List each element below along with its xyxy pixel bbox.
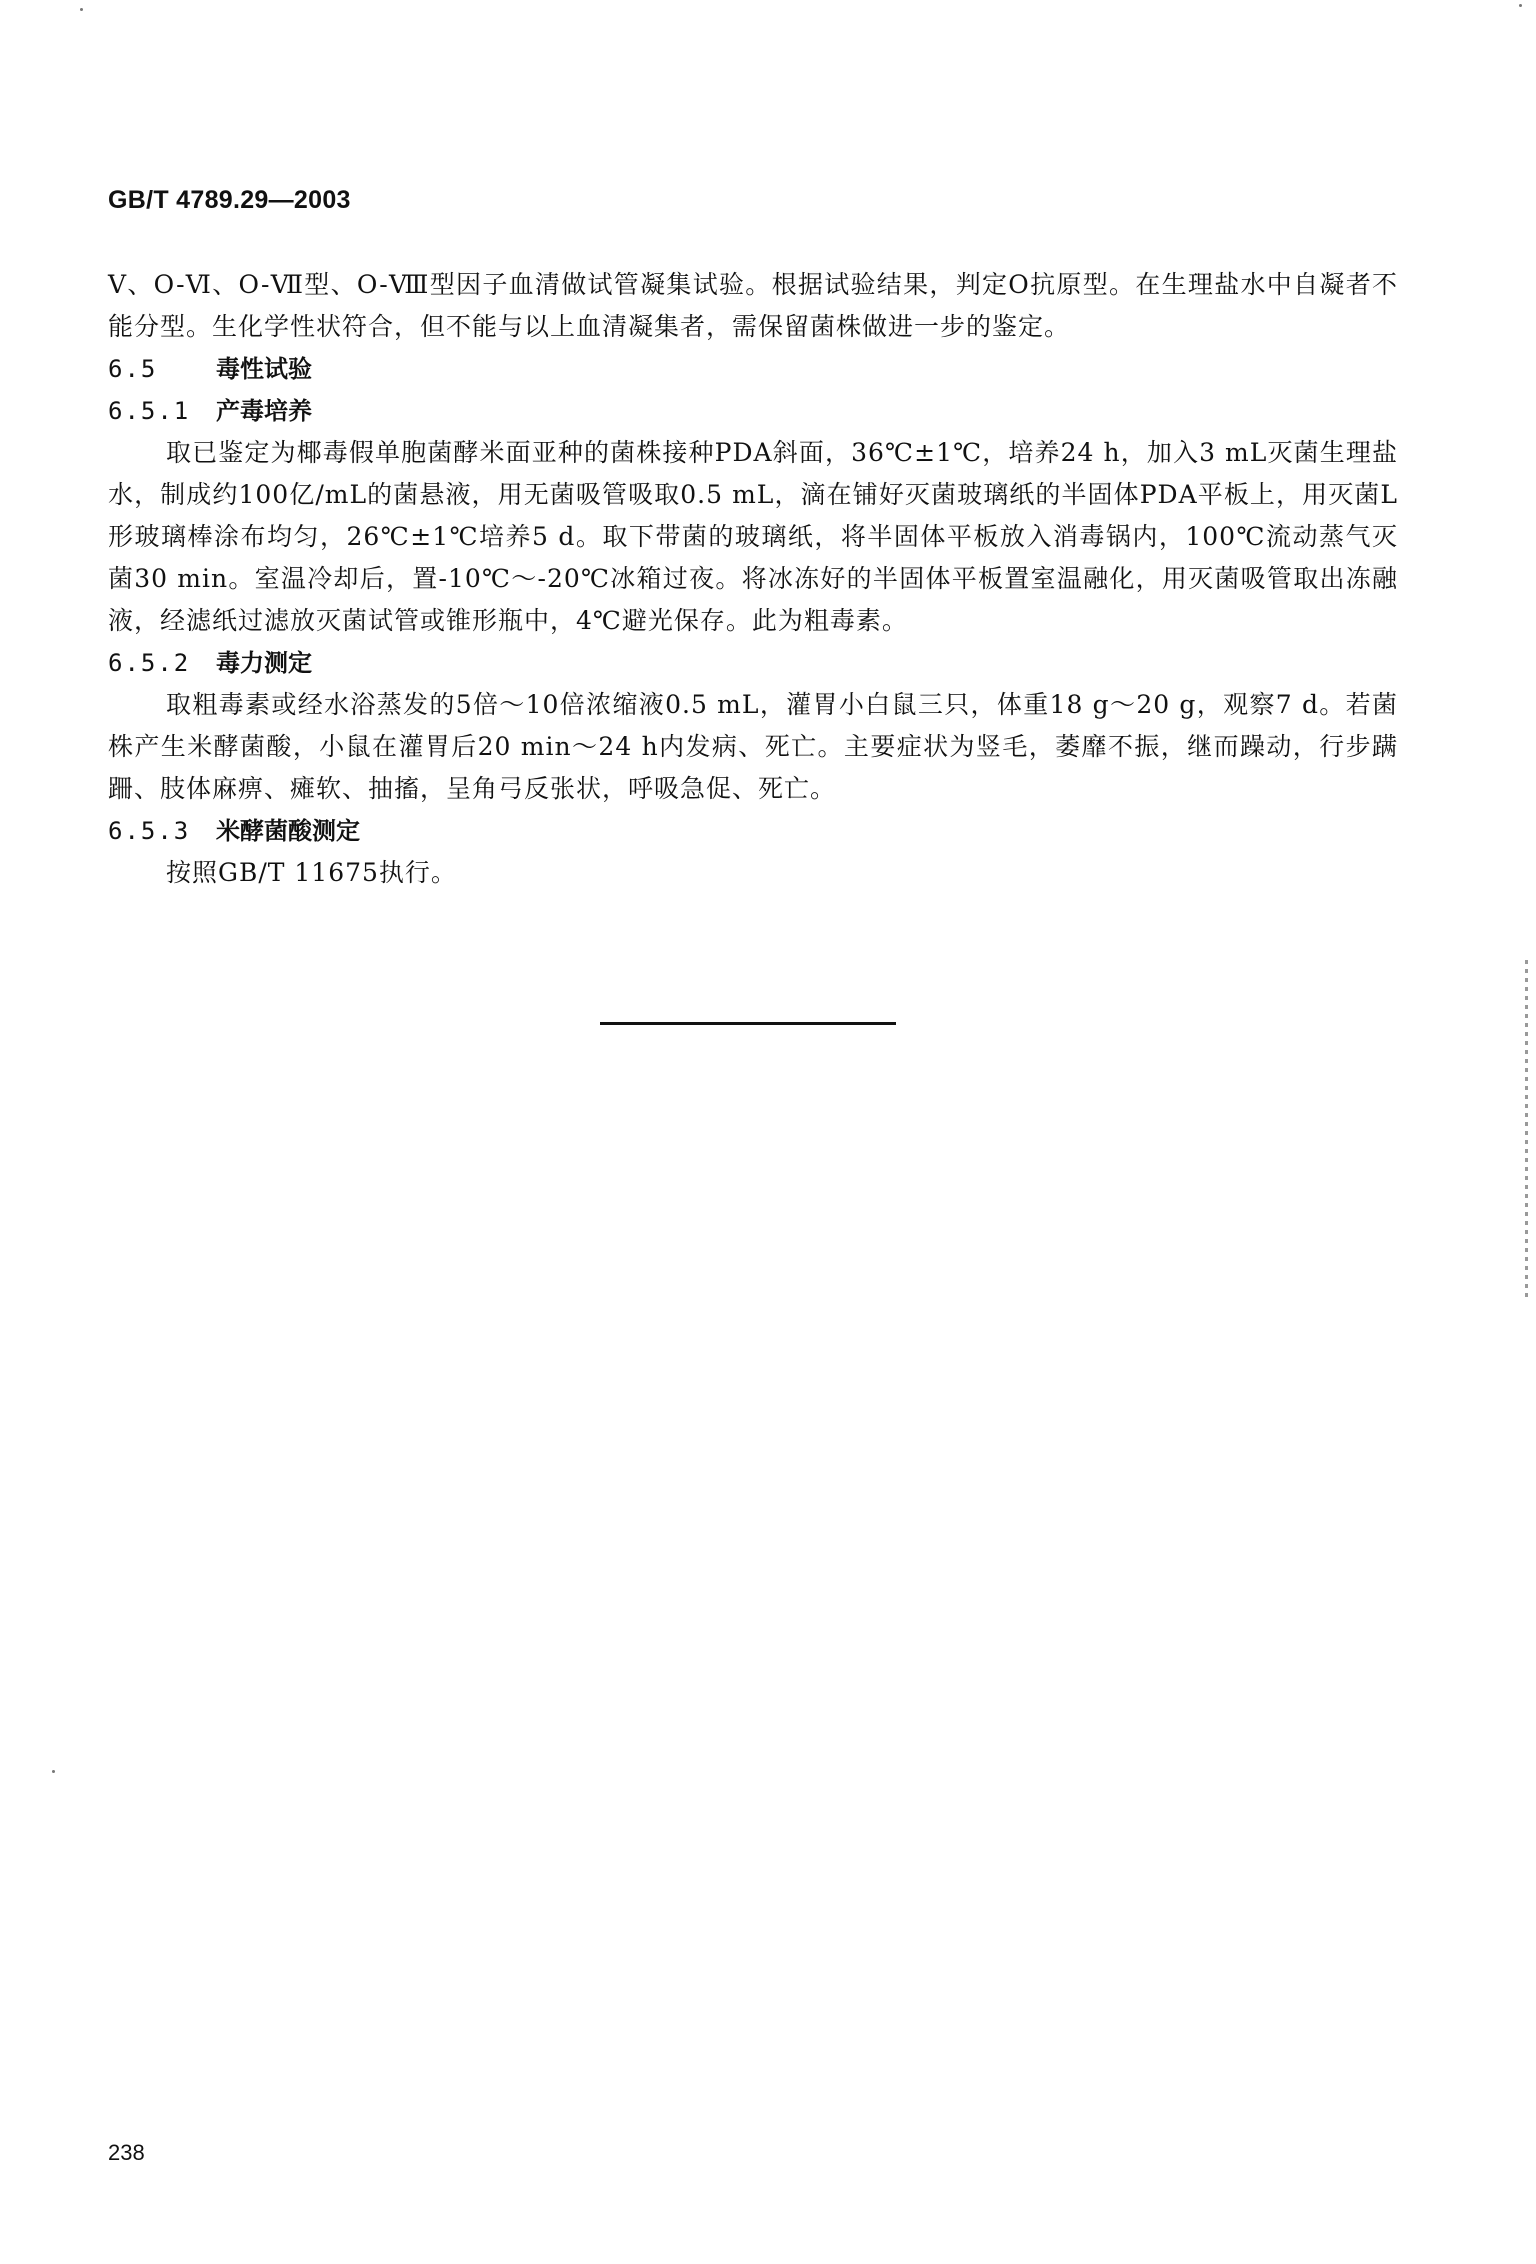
end-of-standard-rule — [600, 1022, 896, 1025]
section-title: 毒性试验 — [216, 355, 312, 383]
section-paragraph-6-5-2: 取粗毒素或经水浴蒸发的5倍～10倍浓缩液0.5 mL，灌胃小白鼠三只，体重18 g～20 g，观察7 d。若菌株产生米酵菌酸，小鼠在灌胃后20 min～24 h内发病、死亡。主要症状为竖毛，萎靡不振，继而躁动，行步蹒跚、肢体麻痹、瘫软、抽搐，呈角弓反张状，呼吸急促、死亡。 — [108, 690, 1398, 803]
intro-paragraph: Ⅴ、O-Ⅵ、O-Ⅶ型、O-Ⅷ型因子血清做试管凝集试验。根据试验结果，判定O抗原型。在生理盐水中自凝者不能分型。生化学性状符合，但不能与以上血清凝集者，需保留菌株做进一步的鉴定。 — [108, 270, 1398, 341]
section-title: 米酵菌酸测定 — [216, 817, 360, 845]
standard-code-header: GB/T 4789.29—2003 — [108, 186, 351, 214]
page-number: 238 — [108, 2140, 145, 2165]
section-title: 产毒培养 — [216, 397, 312, 425]
scan-edge-artifact — [1525, 960, 1528, 1300]
section-heading-6-5-2 — [108, 642, 1398, 684]
section-heading-6-5 — [108, 348, 1398, 390]
section-heading-6-5-3 — [108, 810, 1398, 852]
section-number: 6.5 — [108, 355, 158, 383]
scan-dot-artifact — [80, 8, 83, 11]
section-paragraph-6-5-3: 按照GB/T 11675执行。 — [166, 858, 457, 887]
section-number: 6.5.2 — [108, 649, 191, 677]
section-number: 6.5.3 — [108, 817, 191, 845]
section-paragraph-6-5-1: 取已鉴定为椰毒假单胞菌酵米面亚种的菌株接种PDA斜面，36℃±1℃，培养24 h，加入3 mL灭菌生理盐水，制成约100亿/mL的菌悬液，用无菌吸管吸取0.5 mL，滴在铺好灭菌玻璃纸的半固体PDA平板上，用灭菌L形玻璃棒涂布均匀，26℃±1℃培养5 d。取下带菌的玻璃纸，将半固体平板放入消毒锅内，100℃流动蒸气灭菌30 min。室温冷却后，置-10℃～-20℃冰箱过夜。将冰冻好的半固体平板置室温融化，用灭菌吸管取出冻融液，经滤纸过滤放灭菌试管或锥形瓶中，4℃避光保存。此为粗毒素。 — [108, 438, 1398, 635]
section-number: 6.5.1 — [108, 397, 191, 425]
section-heading-6-5-1 — [108, 390, 1398, 432]
scan-dot-artifact — [52, 1770, 55, 1773]
scan-dot-artifact — [1519, 4, 1522, 7]
section-title: 毒力测定 — [216, 649, 312, 677]
document-body — [108, 264, 1398, 894]
